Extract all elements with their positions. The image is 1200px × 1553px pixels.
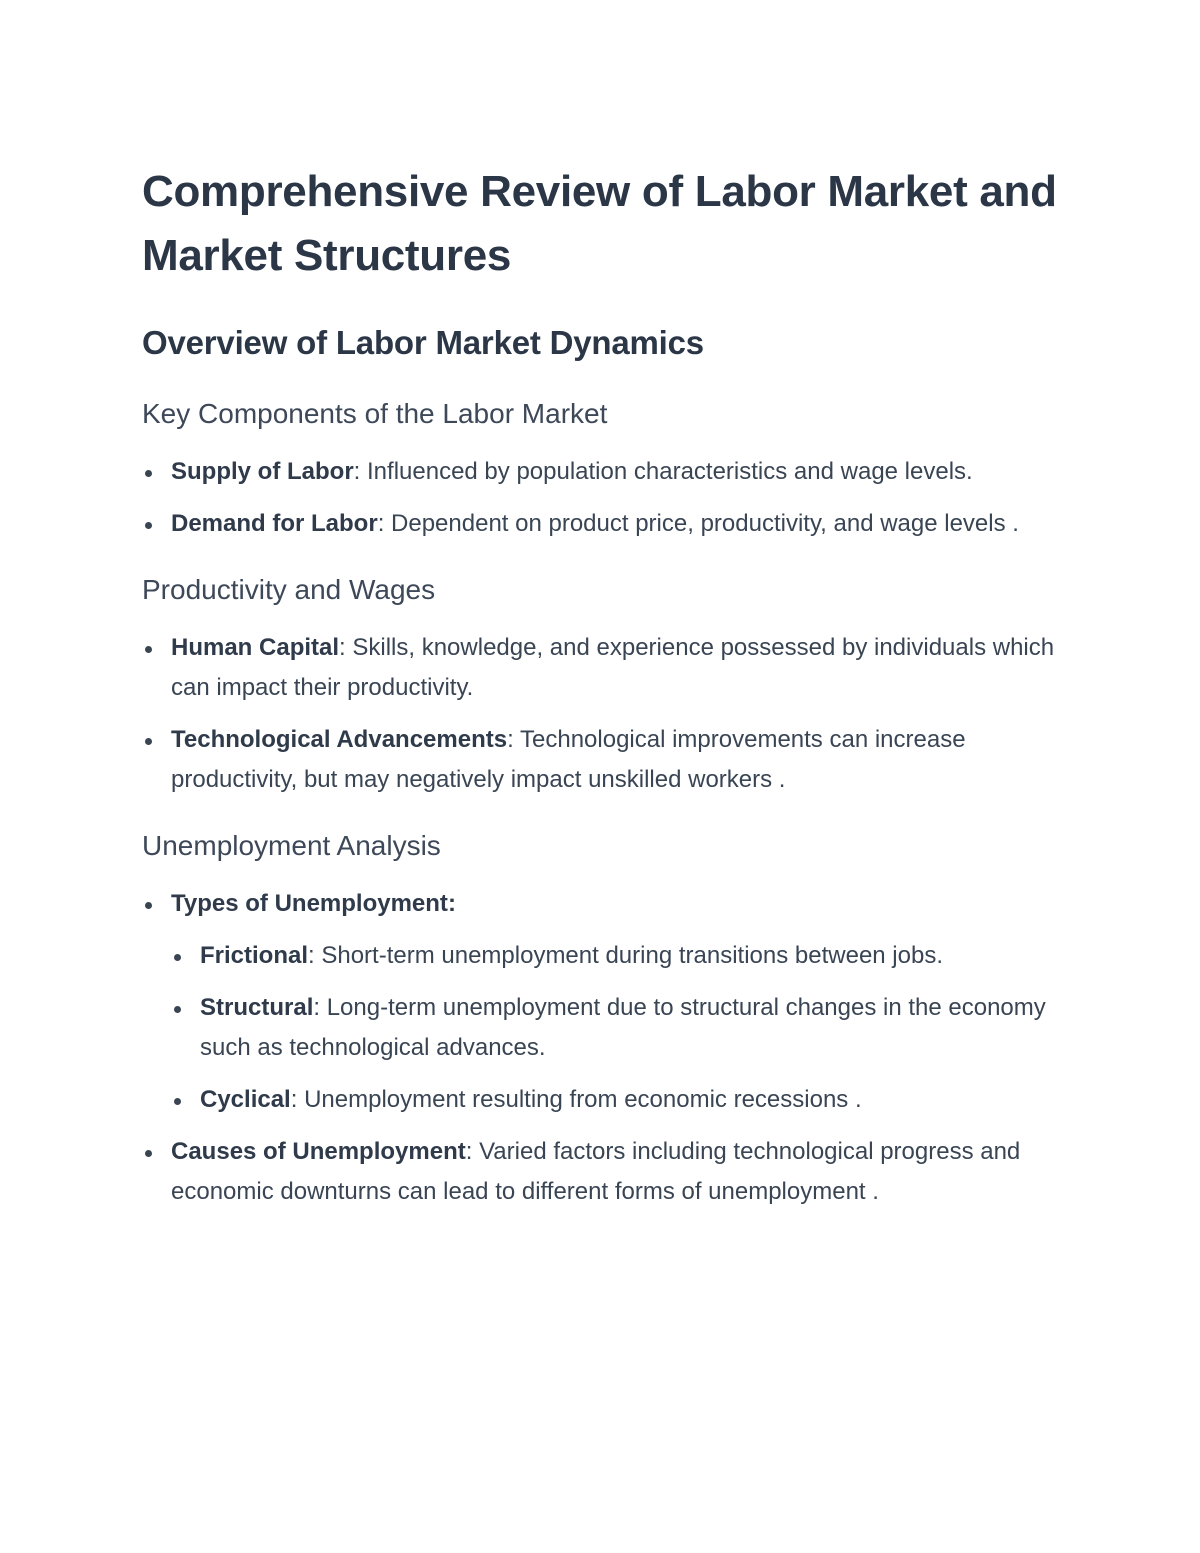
sub-list-item <box>171 936 1072 976</box>
list-item-term: Human Capital <box>171 634 340 661</box>
list-item-term: Causes of Unemployment <box>171 1138 466 1165</box>
unemployment-types-sublist <box>171 936 1072 1120</box>
list-item-text: : <box>447 890 456 917</box>
sub-list-item-text: : Unemployment resulting from economic recessions . <box>290 1086 862 1113</box>
sub-list-item-term: Cyclical <box>200 1086 291 1113</box>
sub-list-item-text: : Short-term unemployment during transitions between jobs. <box>308 942 943 969</box>
list-item <box>142 452 1072 492</box>
list-item-term: Supply of Labor <box>171 458 354 485</box>
list-item-text: : Skills, knowledge, and experience possessed by individuals which can impact their productivity. <box>171 634 1055 701</box>
list-item <box>142 628 1072 708</box>
sub-list-item <box>171 1080 1072 1120</box>
list-item <box>142 1132 1072 1212</box>
subsection-heading-productivity: Productivity and Wages <box>142 574 436 605</box>
list-item-text: : Varied factors including technological progress and economic downturns can lead to different forms of unemployment . <box>171 1138 1021 1205</box>
sub-list-item <box>171 988 1072 1068</box>
document-page <box>142 160 1072 1212</box>
list-item-term: Types of Unemployment <box>171 890 448 917</box>
unemployment-list <box>142 884 1072 1212</box>
section-heading: Overview of Labor Market Dynamics <box>142 324 704 361</box>
list-item <box>142 884 1072 1120</box>
key-components-list <box>142 452 1072 544</box>
sub-list-item-term: Structural <box>200 994 314 1021</box>
list-item <box>142 720 1072 800</box>
list-item-text: : Technological improvements can increase productivity, but may negatively impact unskilled workers . <box>171 726 966 793</box>
list-item-text: : Influenced by population characteristics and wage levels. <box>353 458 973 485</box>
sub-list-item-text: : Long-term unemployment due to structural changes in the economy such as technological advances. <box>200 994 1046 1061</box>
list-item <box>142 504 1072 544</box>
subsection-heading-key-components: Key Components of the Labor Market <box>142 398 608 429</box>
list-item-term: Demand for Labor <box>171 510 378 537</box>
list-item-text: : Dependent on product price, productivity, and wage levels . <box>377 510 1019 537</box>
subsection-heading-unemployment: Unemployment Analysis <box>142 830 441 861</box>
list-item-term: Technological Advancements <box>171 726 508 753</box>
sub-list-item-term: Frictional <box>200 942 309 969</box>
page-title: Comprehensive Review of Labor Market and Market Structures <box>142 167 1057 280</box>
productivity-list <box>142 628 1072 800</box>
